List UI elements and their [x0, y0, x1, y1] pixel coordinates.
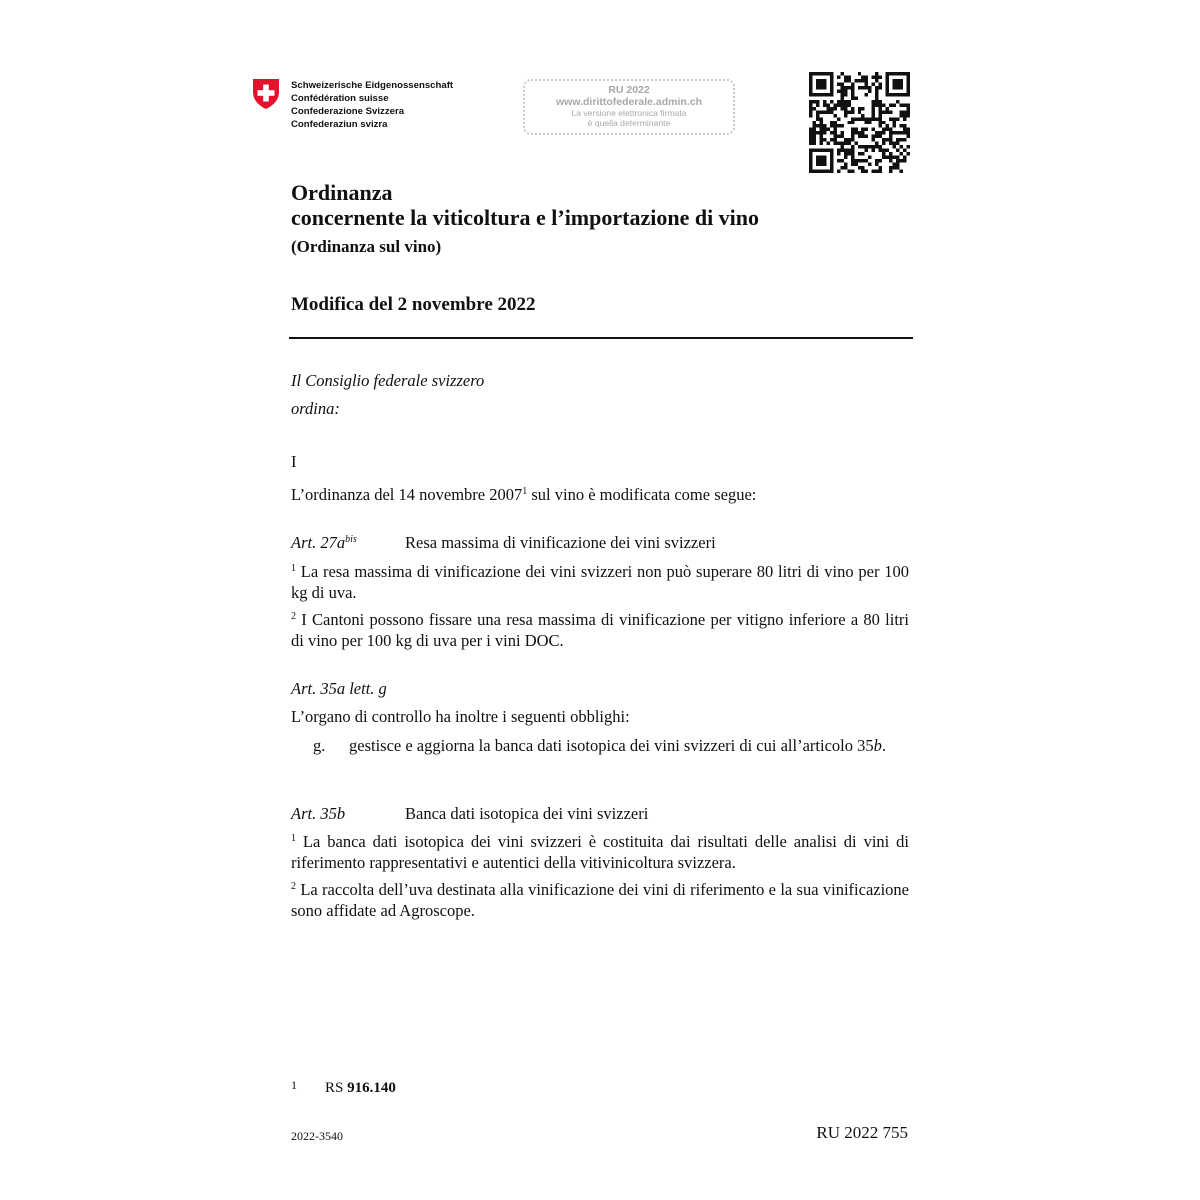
- article-35b-number: Art. 35b: [291, 804, 346, 823]
- confederation-name-rm: Confederaziun svizra: [291, 119, 388, 130]
- item-text-end: .: [881, 736, 886, 755]
- article-35a-item-g: [313, 735, 909, 756]
- paragraph-number: 1: [291, 833, 296, 844]
- section-intro: [291, 484, 909, 505]
- item-label: g.: [313, 736, 326, 755]
- footnote-prefix: RS: [325, 1080, 348, 1096]
- article-35b-heading: [291, 804, 648, 824]
- section-numeral: I: [291, 452, 297, 471]
- paragraph-text: La raccolta dell’uva destinata alla vinificazione dei vini di riferimento e la sua vinificazione sono affidate ad Agroscope.: [291, 880, 909, 920]
- footnote-reference[interactable]: 1: [522, 486, 528, 497]
- paragraph-text: La banca dati isotopica dei vini svizzeri è costituita dai risultati delle analisi di vini di riferimento rappresentativi e autentici della vitivinicoltura svizzera.: [291, 832, 909, 872]
- preamble-authority: Il Consiglio federale svizzero: [291, 371, 485, 390]
- article-35b-paragraph-2: [291, 879, 909, 921]
- preamble: [291, 367, 909, 423]
- paragraph-text: La resa massima di vinificazione dei vini svizzeri non può superare 80 litri di vino per 100 kg di uva.: [291, 562, 909, 602]
- official-collection-reference: RU 2022 755: [816, 1123, 908, 1142]
- short-title: (Ordinanza sul vino): [291, 237, 442, 256]
- paragraph-number: 2: [291, 611, 296, 622]
- stamp-website-link[interactable]: www.dirittofederale.admin.ch: [555, 96, 703, 108]
- article-27a-paragraph-1: [291, 561, 909, 603]
- stamp-note-1: La versione elettronica firmata: [571, 108, 687, 118]
- title-line-2: concernente la viticoltura e l’importazione di vino: [291, 205, 760, 230]
- confederation-name-it: Confederazione Svizzera: [291, 106, 405, 117]
- amendment-date: Modifica del 2 novembre 2022: [291, 294, 536, 315]
- footnote-reference-number[interactable]: 916.140: [347, 1080, 396, 1096]
- confederation-name-fr: Confédération suisse: [291, 93, 389, 104]
- paragraph-number: 2: [291, 881, 296, 892]
- stamp-note-2: è quella determinante: [587, 118, 671, 128]
- footnote-mark: 1: [291, 1078, 297, 1092]
- paragraph-text: I Cantoni possono fissare una resa massima di vinificazione per vitigno inferiore a 80 litri di vino per 100 kg di uva per i vini DOC.: [291, 610, 909, 650]
- item-text: [349, 735, 909, 756]
- article-35b-title: Banca dati isotopica dei vini svizzeri: [405, 804, 649, 823]
- item-text-body: gestisce e aggiorna la banca dati isotopica dei vini svizzeri di cui all’articolo 35: [349, 736, 874, 755]
- article-27a-heading: [291, 533, 716, 553]
- swiss-coat-of-arms-icon: [252, 78, 280, 110]
- article-27a-paragraph-2: [291, 609, 909, 651]
- article-35a-number: Art. 35a lett. g: [291, 679, 387, 698]
- stamp-collection: RU 2022: [608, 84, 650, 96]
- item-article-reference: b: [873, 736, 882, 755]
- confederation-names: [291, 79, 453, 131]
- qr-code-icon[interactable]: [809, 72, 910, 173]
- title-line-1: Ordinanza: [291, 180, 393, 205]
- article-35b-paragraph-1: [291, 831, 909, 873]
- article-35a-intro: L’organo di controllo ha inoltre i seguenti obblighi:: [291, 707, 630, 726]
- intro-text-end: sul vino è modificata come segue:: [527, 485, 757, 504]
- footnote: [291, 1078, 396, 1097]
- article-27a-bis: bis: [345, 534, 357, 545]
- article-35a-heading: [291, 679, 387, 699]
- preamble-orders: ordina:: [291, 399, 340, 418]
- document-title: [291, 180, 759, 230]
- article-27a-number: [291, 533, 405, 553]
- electronic-version-stamp: [523, 79, 735, 135]
- article-27a-title: Resa massima di vinificazione dei vini svizzeri: [405, 533, 716, 552]
- title-divider: [289, 337, 913, 339]
- article-27a-number-text: Art. 27a: [291, 533, 346, 552]
- intro-text-start: L’ordinanza del 14 novembre 2007: [291, 485, 523, 504]
- paragraph-number: 1: [291, 563, 296, 574]
- document-number: 2022-3540: [291, 1129, 343, 1143]
- confederation-name-de: Schweizerische Eidgenossenschaft: [291, 80, 454, 91]
